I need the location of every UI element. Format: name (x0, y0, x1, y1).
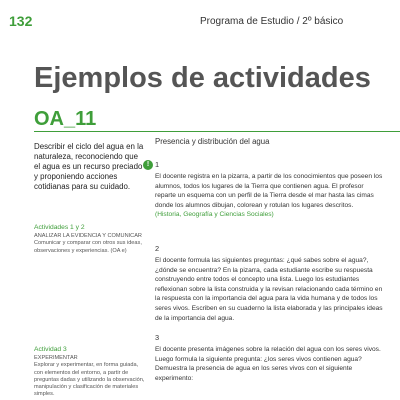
activity-number: 1 (155, 160, 160, 169)
activities-skill-text: Comunicar y comparar con otros sus ideas, observaciones y experiencias. (OA e) (34, 240, 142, 254)
activities-1-2-meta (34, 212, 146, 255)
activity-3 (155, 333, 383, 383)
oa-description-block (34, 142, 146, 192)
oa-code: OA_11 (34, 108, 97, 130)
activity-2 (155, 244, 383, 323)
activity-number: 2 (155, 244, 160, 253)
exclamation-circle-icon: ! (143, 160, 153, 170)
activity-3-meta (34, 334, 146, 399)
activity-label: Actividad 3 (34, 346, 67, 353)
activity-skill-title: EXPERIMENTAR (34, 355, 78, 361)
oa-description: Describir el ciclo del agua en la naturaleza, reconociendo que el agua es un recurso preciado y proponiendo acciones cotidianas para su cuidado. (34, 142, 144, 191)
section-heading-block (155, 137, 387, 146)
activity-text: El docente formula las siguientes preguntas: ¿qué sabes sobre el agua?, ¿dónde se encuentra? En la pizarra, cada estudiante escribe su respuesta construyendo entre todos el concepto una lista. Luego los estudiantes reflexionan sobre la lista construida y la revisan relacionando cada término en la respuesta con la importancia del agua para la vida humana y de todos los seres vivos. Escriben en su cuaderno la lista elaborada y las principales ideas de la importancia del agua. (155, 257, 383, 322)
activities-label: Actividades 1 y 2 (34, 224, 85, 231)
page-title: Ejemplos de actividades (34, 62, 371, 94)
activity-text: El docente registra en la pizarra, a partir de los conocimientos que poseen los alumnos, todos los lugares de la Tierra que contienen agua. El profesor reparte un esquema con un perfil de la Tierra desde el mar hasta las cimas donde los alumnos dibujan, colorean y rotulan los lugares descritos. (155, 173, 383, 209)
activity-number: 3 (155, 333, 160, 342)
activity-skill-text: Explorar y experimentar, en forma guiada, con elementos del entorno, a partir de preguntas dadas y utilizando la observación, manipulación y clasificación de materiales simples. (34, 362, 145, 398)
activity-skill (34, 355, 146, 399)
activities-skill (34, 233, 146, 255)
activity-crosslink: (Historia, Geografía y Ciencias Sociales) (155, 211, 274, 219)
section-heading: Presencia y distribución del agua (155, 137, 270, 146)
activity-1 (155, 160, 383, 220)
activity-text: El docente presenta imágenes sobre la relación del agua con los seres vivos. Luego formula la siguiente pregunta: ¿los seres vivos contienen agua? Demuestra la presencia de agua en los seres vivos con el siguiente experimento: (155, 346, 381, 382)
page-number: 132 (9, 13, 33, 29)
section-divider (34, 131, 400, 132)
activities-skill-title: ANALIZAR LA EVIDENCIA Y COMUNICAR (34, 233, 142, 239)
header-title: Programa de Estudio / 2º básico (200, 16, 344, 27)
